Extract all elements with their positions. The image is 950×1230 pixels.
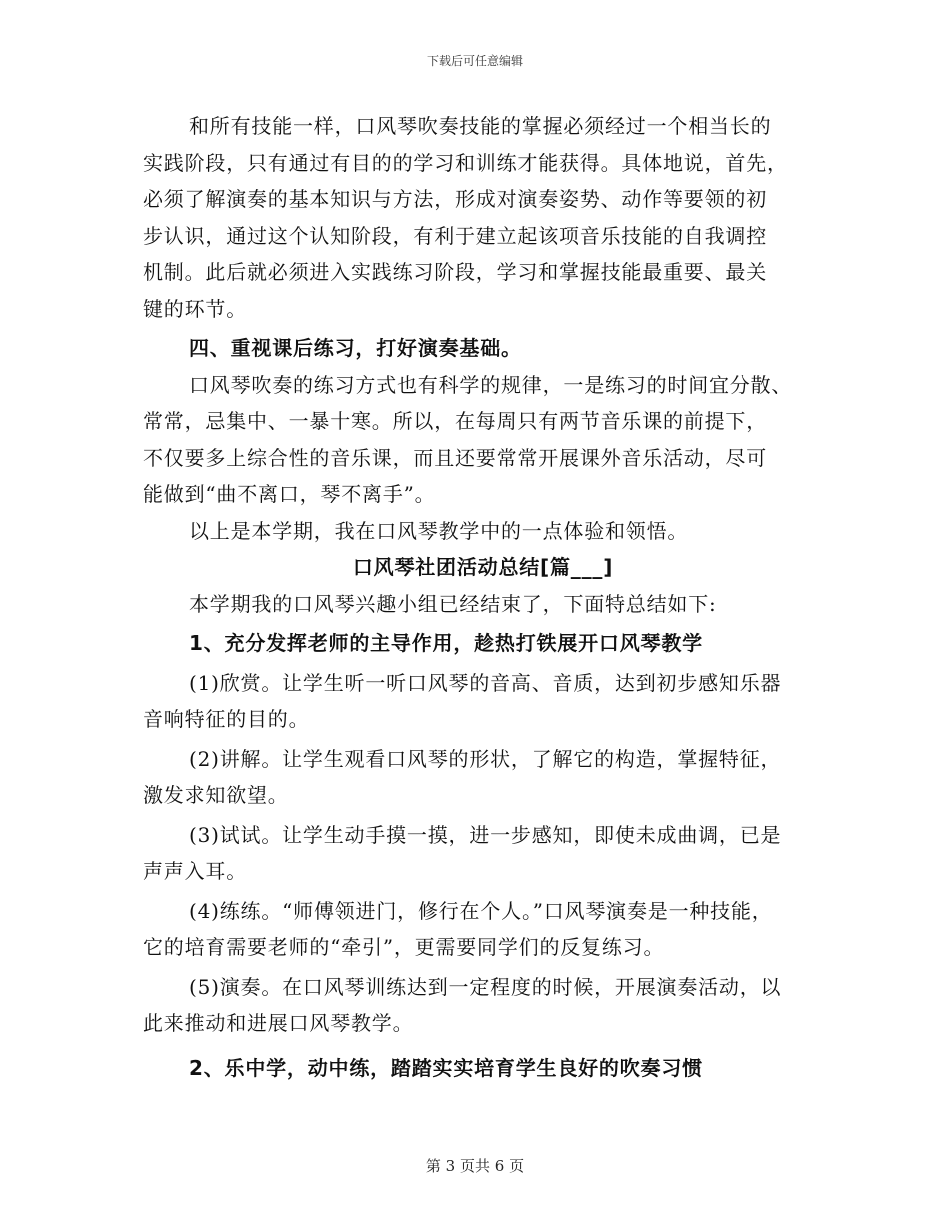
list-item-3: (3)试试。让学生动手摸一摸，进一步感知，即使未成曲调，已是: [189, 822, 782, 847]
list-item-4-cont: 它的培育需要老师的“牵引”，更需要同学们的反复练习。: [143, 935, 665, 959]
paragraph-line: 不仅要多上综合性的音乐课，而且还要常常开展课外音乐活动，尽可: [143, 445, 767, 470]
list-item-1-cont: 音响特征的目的。: [143, 707, 310, 731]
list-item-1: (1)欣赏。让学生听一听口风琴的音高、音质，达到初步感知乐器: [189, 670, 782, 695]
list-item-3-cont: 声声入耳。: [143, 859, 247, 883]
paragraph-line: 机制。此后就必须进入实践练习阶段，学习和掌握技能最重要、最关: [143, 260, 767, 284]
list-item-2: (2)讲解。让学生观看口风琴的形状，了解它的构造，掌握特征，: [189, 746, 782, 771]
article-title: 口风琴社团活动总结[篇___]: [352, 555, 614, 579]
page-footer: 第 3 页共 6 页: [425, 1157, 525, 1175]
paragraph-line: 以上是本学期，我在口风琴教学中的一点体验和领悟。: [189, 518, 689, 543]
paragraph-line: 必须了解演奏的基本知识与方法，形成对演奏姿势、动作等要领的初: [143, 187, 767, 211]
list-item-4: (4)练练。“师傅领进门，修行在个人。”口风琴演奏是一种技能，: [189, 898, 773, 923]
section-heading-2: 2、乐中学，动中练，踏踏实实培育学生良好的吹奏习惯: [189, 1055, 703, 1080]
document-body: [143, 108, 823, 1086]
paragraph-line: 实践阶段，只有通过有目的的学习和训练才能获得。具体地说，首先，: [143, 150, 788, 175]
list-item-2-cont: 激发求知欲望。: [143, 783, 289, 807]
paragraph-line: 和所有技能一样，口风琴吹奏技能的掌握必须经过一个相当长的: [189, 114, 772, 138]
list-item-5: (5)演奏。在口风琴训练达到一定程度的时候，开展演奏活动，以: [189, 974, 782, 999]
page-header: 下载后可任意编辑: [426, 54, 523, 68]
paragraph-line: 步认识，通过这个认知阶段，有利于建立起该项音乐技能的自我调控: [143, 223, 767, 248]
paragraph-line: 口风琴吹奏的练习方式也有科学的规律，一是练习的时间宜分散、: [189, 372, 793, 397]
paragraph-line: 能做到“曲不离口，琴不离手”。: [143, 482, 436, 506]
section-heading-1: 1、充分发挥老师的主导作用，趁热打铁展开口风琴教学: [189, 631, 703, 655]
intro-line: 本学期我的口风琴兴趣小组已经结束了，下面特总结如下:: [189, 591, 717, 616]
list-item-5-cont: 此来推动和进展口风琴教学。: [143, 1011, 414, 1035]
paragraph-line: 常常，忌集中、一暴十寒。所以，在每周只有两节音乐课的前提下，: [143, 409, 767, 433]
paragraph-line: 键的环节。: [143, 296, 247, 321]
section-heading-4: 四、重视课后练习，打好演奏基础。: [189, 336, 522, 360]
